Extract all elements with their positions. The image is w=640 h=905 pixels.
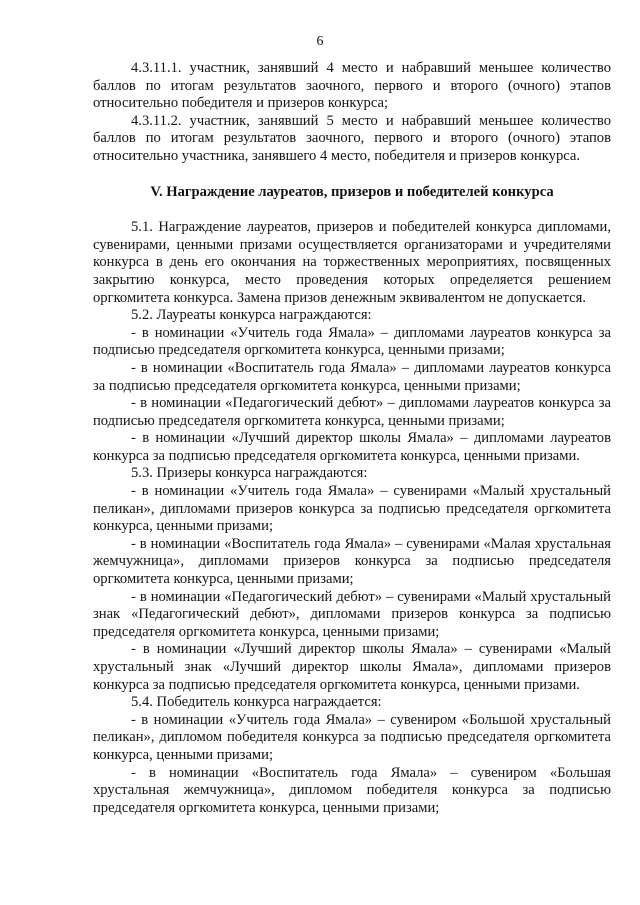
paragraph-5-4: 5.4. Победитель конкурса награждается: — [131, 694, 382, 711]
list-item-prizewinners-educator: - в номинации «Воспитатель года Ямала» – сувенирами «Малая хрустальная жемчужница», дипломами призеров конкурса за подписью председателя оргкомитета конкурса, ценными призами; — [93, 535, 611, 588]
list-item-winner-teacher: - в номинации «Учитель года Ямала» – сувениром «Большой хрустальный пеликан», дипломом победителя конкурса за подписью председателя оргкомитета конкурса, ценными призами; — [93, 711, 611, 763]
paragraph-5-2: 5.2. Лауреаты конкурса награждаются: — [131, 307, 372, 324]
list-item-prizewinners-teacher: - в номинации «Учитель года Ямала» – сувенирами «Малый хрустальный пеликан», дипломами призеров конкурса за подписью председателя оргкомитета конкурса, ценными призами; — [93, 483, 611, 535]
list-item-winner-educator: - в номинации «Воспитатель года Ямала» – сувениром «Большая хрустальная жемчужница», дипломом победителя конкурса за подписью председателя оргкомитета конкурса, ценными призами; — [93, 764, 611, 816]
paragraph-4-3-11-2: 4.3.11.2. участник, занявший 5 место и набравший меньшее количество баллов по итогам результатов заочного, первого и второго (очного) этапов относительно участника, занявшего 4 место, победителя и призеров конкурса. — [93, 112, 611, 164]
spacer — [93, 201, 611, 219]
list-item-laureates-debut: - в номинации «Педагогический дебют» – дипломами лауреатов конкурса за подписью председателя оргкомитета конкурса, ценными призами; — [93, 395, 611, 429]
paragraph-5-3: 5.3. Призеры конкурса награждаются: — [131, 465, 368, 482]
section-heading: V. Награждение лауреатов, призеров и победителей конкурса — [150, 183, 554, 200]
list-item-prizewinners-director: - в номинации «Лучший директор школы Ямала» – сувенирами «Малый хрустальный знак «Лучший директор школы Ямала», дипломами призеров конкурса за подписью председателя оргкомитета конкурса, ценными призами. — [93, 641, 611, 693]
list-item-laureates-teacher: - в номинации «Учитель года Ямала» – дипломами лауреатов конкурса за подписью председателя оргкомитета конкурса, ценными призами; — [93, 324, 611, 359]
list-item-laureates-educator: - в номинации «Воспитатель года Ямала» – дипломами лауреатов конкурса за подписью председателя оргкомитета конкурса, ценными призами; — [93, 359, 611, 394]
paragraph-5-1: 5.1. Награждение лауреатов, призеров и победителей конкурса дипломами, сувенирами, ценными призами осуществляется организаторами и учредителями конкурса в день его окончания на торжественных мероприятиях, посвященных закрытию конкурса, место проведения которых определяется решением оргкомитета конкурса. Замена призов денежным эквивалентом не допускается. — [93, 219, 611, 306]
paragraph-4-3-11-1: 4.3.11.1. участник, занявший 4 место и набравший меньшее количество баллов по итогам результатов заочного, первого и второго (очного) этапов относительно победителя и призеров конкурса; — [93, 60, 611, 112]
document-body — [93, 60, 611, 817]
list-item-prizewinners-debut: - в номинации «Педагогический дебют» – сувенирами «Малый хрустальный знак «Педагогический дебют», дипломами призеров конкурса за подписью председателя оргкомитета конкурса, ценными призами; — [93, 588, 611, 640]
spacer — [93, 166, 611, 184]
list-item-laureates-director: - в номинации «Лучший директор школы Ямала» – дипломами лауреатов конкурса за подписью председателя оргкомитета конкурса, ценными призами. — [93, 430, 611, 464]
page-number: 6 — [316, 34, 324, 49]
